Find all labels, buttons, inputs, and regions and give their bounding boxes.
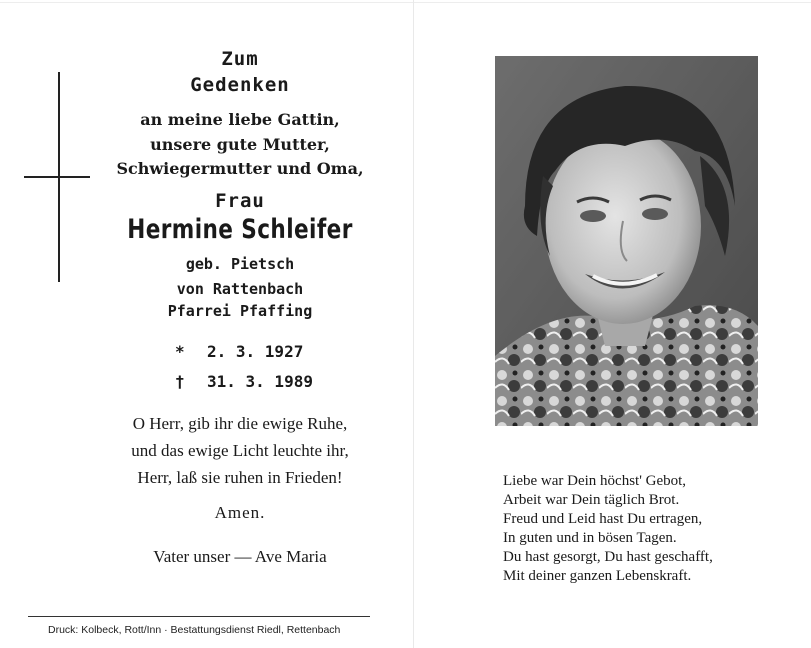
portrait-photo bbox=[495, 56, 758, 426]
deceased-name: Hermine Schleifer bbox=[127, 214, 353, 245]
cross-icon-horizontal bbox=[24, 176, 90, 178]
card-fold-line bbox=[413, 0, 414, 648]
heading-zum: Zum bbox=[221, 48, 259, 70]
title-frau: Frau bbox=[215, 190, 265, 212]
origin-text: von Rattenbach bbox=[176, 280, 304, 298]
poem-line: Du hast gesorgt, Du hast geschafft, bbox=[503, 549, 713, 565]
poem-line: Mit deiner ganzen Lebenskraft. bbox=[503, 568, 692, 584]
death-cross-icon: † bbox=[175, 372, 185, 391]
birth-star-icon: * bbox=[175, 342, 185, 361]
printer-footer: Druck: Kolbeck, Rott/Inn · Bestattungsdienst Riedl, Rettenbach bbox=[48, 624, 341, 636]
birth-date: 2. 3. 1927 bbox=[207, 342, 304, 361]
poem-line: Arbeit war Dein täglich Brot. bbox=[503, 492, 680, 508]
heading-gedenken: Gedenken bbox=[190, 74, 290, 96]
parish-text: Pfarrei Pfaffing bbox=[167, 302, 313, 320]
amen-text: Amen. bbox=[214, 503, 266, 522]
prayer-line: O Herr, gib ihr die ewige Ruhe, bbox=[132, 414, 348, 433]
intro-line: unsere gute Mutter, bbox=[150, 135, 330, 154]
poem-line: Freud und Leid hast Du ertragen, bbox=[503, 511, 703, 527]
poem-line: In guten und in bösen Tagen. bbox=[503, 530, 677, 546]
maiden-name: geb. Pietsch bbox=[185, 255, 295, 273]
prayer-line: Herr, laß sie ruhen in Frieden! bbox=[137, 468, 343, 487]
birth-date-row bbox=[95, 342, 385, 364]
portrait-image bbox=[495, 56, 758, 426]
closing-prayer-text: Vater unser — Ave Maria bbox=[153, 547, 327, 566]
footer-rule bbox=[28, 616, 370, 617]
poem-line: Liebe war Dein höchst' Gebot, bbox=[503, 473, 687, 489]
intro-line: an meine liebe Gattin, bbox=[140, 110, 340, 129]
memorial-poem bbox=[503, 472, 713, 586]
prayer-line: und das ewige Licht leuchte ihr, bbox=[131, 441, 349, 460]
death-date-row bbox=[95, 372, 385, 394]
intro-line: Schwiegermutter und Oma, bbox=[116, 159, 364, 178]
memorial-text-panel bbox=[95, 0, 385, 600]
death-date: 31. 3. 1989 bbox=[207, 372, 313, 391]
